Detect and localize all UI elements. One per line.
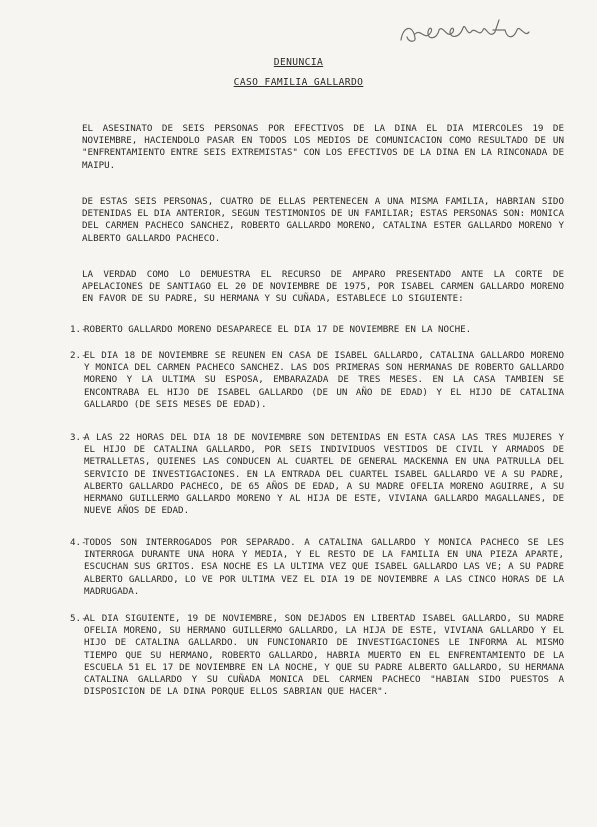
intro-paragraph: EL ASESINATO DE SEIS PERSONAS POR EFECTIVOS DE LA DINA EL DIA MIERCOLES 19 DE NOVIEMBRE, HACIENDOLO PASAR EN TODOS LOS MEDIOS DE COMUNICACION COMO RESULTADO DE UN "ENFRENTAMIENTO ENTRE SEIS EXTREMISTAS" CON LOS EFECTIVOS DE LA DINA EN LA RINCONADA DE MAIPU. [82,123,564,171]
handwritten-annotation-scribble [395,12,540,52]
list-item-text: A LAS 22 HORAS DEL DIA 18 DE NOVIEMBRE SON DETENIDAS EN ESTA CASA LAS TRES MUJERES Y EL HIJO DE CATALINA GALLARDO, POR SEIS INDIVIDUOS VESTIDOS DE CIVIL Y ARMADOS DE METRALLETAS, QUIENES LAS CONDUCEN AL CUARTEL DE GENERAL MACKENNA EN UNA PATRULLA DEL SERVICIO DE INVESTIGACIONES. EN LA ENTRADA DEL CUARTEL ISABEL GALLARDO VE A SU PADRE, ALBERTO GALLARDO PACHECO, DE 65 AÑOS DE EDAD, A SU MADRE OFELIA MORENO AGUIRRE, A SU HERMANO GUILLERMO GALLARDO MORENO Y AL HIJA DE ESTE, VIVIANA GALLARDO MAGALLANES, DE NUEVE AÑOS DE EDAD. [84,432,564,517]
document-title: DENUNCIA [273,57,324,68]
victims-paragraph: DE ESTAS SEIS PERSONAS, CUATRO DE ELLAS PERTENECEN A UNA MISMA FAMILIA, HABRIAN SIDO DETENIDAS EL DIA ANTERIOR, SEGUN TESTIMONIOS DE UN FAMILIAR; ESTAS PERSONAS SON: MONICA DEL CARMEN PACHECO SANCHEZ, ROBERTO GALLARDO MORENO, CATALINA ESTER GALLARDO MORENO Y ALBERTO GALLARDO PACHECO. [82,196,564,244]
document-subtitle: CASO FAMILIA GALLARDO [233,77,364,88]
list-item-number: 2.- [70,350,87,361]
list-item [70,613,564,698]
list-item-number: 3.- [70,432,87,443]
list-item-text: TODOS SON INTERROGADOS POR SEPARADO. A CATALINA GALLARDO Y MONICA PACHECO SE LES INTERROGA DURANTE UNA HORA Y MEDIA, Y EL RESTO DE LA FAMILIA EN UNA PIEZA APARTE, ESCUCHAN SUS GRITOS. ESA NOCHE ES LA ULTIMA VEZ QUE ISABEL GALLARDO LAS VE; A SU PADRE ALBERTO GALLARDO, LO VE POR ULTIMA VEZ EL DIA 19 DE NOVIEMBRE A LAS CINCO HORAS DE LA MADRUGADA. [84,537,564,597]
list-item-text: EL DIA 18 DE NOVIEMBRE SE REUNEN EN CASA DE ISABEL GALLARDO, CATALINA GALLARDO MORENO Y MONICA DEL CARMEN PACHECO SANCHEZ. LAS DOS PRIMERAS SON HERMANAS DE ROBERTO GALLARDO MORENO Y LA ULTIMA SU ESPOSA, EMBARAZADA DE TRES MESES. EN LA CASA TAMBIEN SE ENCONTRABA EL HIJO DE ISABEL GALLARDO (DE UN AÑO DE EDAD) Y EL HIJO DE CATALINA GALLARDO (DE SEIS MESES DE EDAD). [84,350,564,410]
list-item [70,432,564,517]
list-item [70,537,564,598]
list-item-text: AL DIA SIGUIENTE, 19 DE NOVIEMBRE, SON DEJADOS EN LIBERTAD ISABEL GALLARDO, SU MADRE OFELIA MORENO, SU HERMANO GUILLERMO GALLARDO, LA HIJA DE ESTE, VIVIANA GALLARDO Y EL HIJO DE CATALINA GALLARDO. UN FUNCIONARIO DE INVESTIGACIONES LE INFORMA AL MISMO TIEMPO QUE SU HERMANO, ROBERTO GALLARDO, HABRIA MUERTO EN EL ENFRENTAMIENTO DE LA ESCUELA 51 EL 17 DE NOVIEMBRE EN LA NOCHE, Y QUE SU PADRE ALBERTO GALLARDO, SU HERMANA CATALINA GALLARDO Y SU CUÑADA MONICA DEL CARMEN PACHECO "HABIAN SIDO PUESTOS A DISPOSICION DE LA DINA PORQUE ELLOS SABRIAN QUE HACER". [84,613,564,698]
list-item-number: 4.- [70,537,87,548]
list-item [70,350,564,411]
handwritten-annotation [395,12,540,52]
list-item-number: 1.- [70,324,87,335]
list-item-number: 5.- [70,613,87,624]
amparo-paragraph: LA VERDAD COMO LO DEMUESTRA EL RECURSO DE AMPARO PRESENTADO ANTE LA CORTE DE APELACIONES DE SANTIAGO EL 20 DE NOVIEMBRE DE 1975, POR ISABEL CARMEN GALLARDO MORENO EN FAVOR DE SU PADRE, SU HERMANA Y SU CUÑADA, ESTABLECE LO SIGUIENTE: [82,269,564,305]
list-item [70,324,564,336]
list-item-text: ROBERTO GALLARDO MORENO DESAPARECE EL DIA 17 DE NOVIEMBRE EN LA NOCHE. [84,324,472,335]
